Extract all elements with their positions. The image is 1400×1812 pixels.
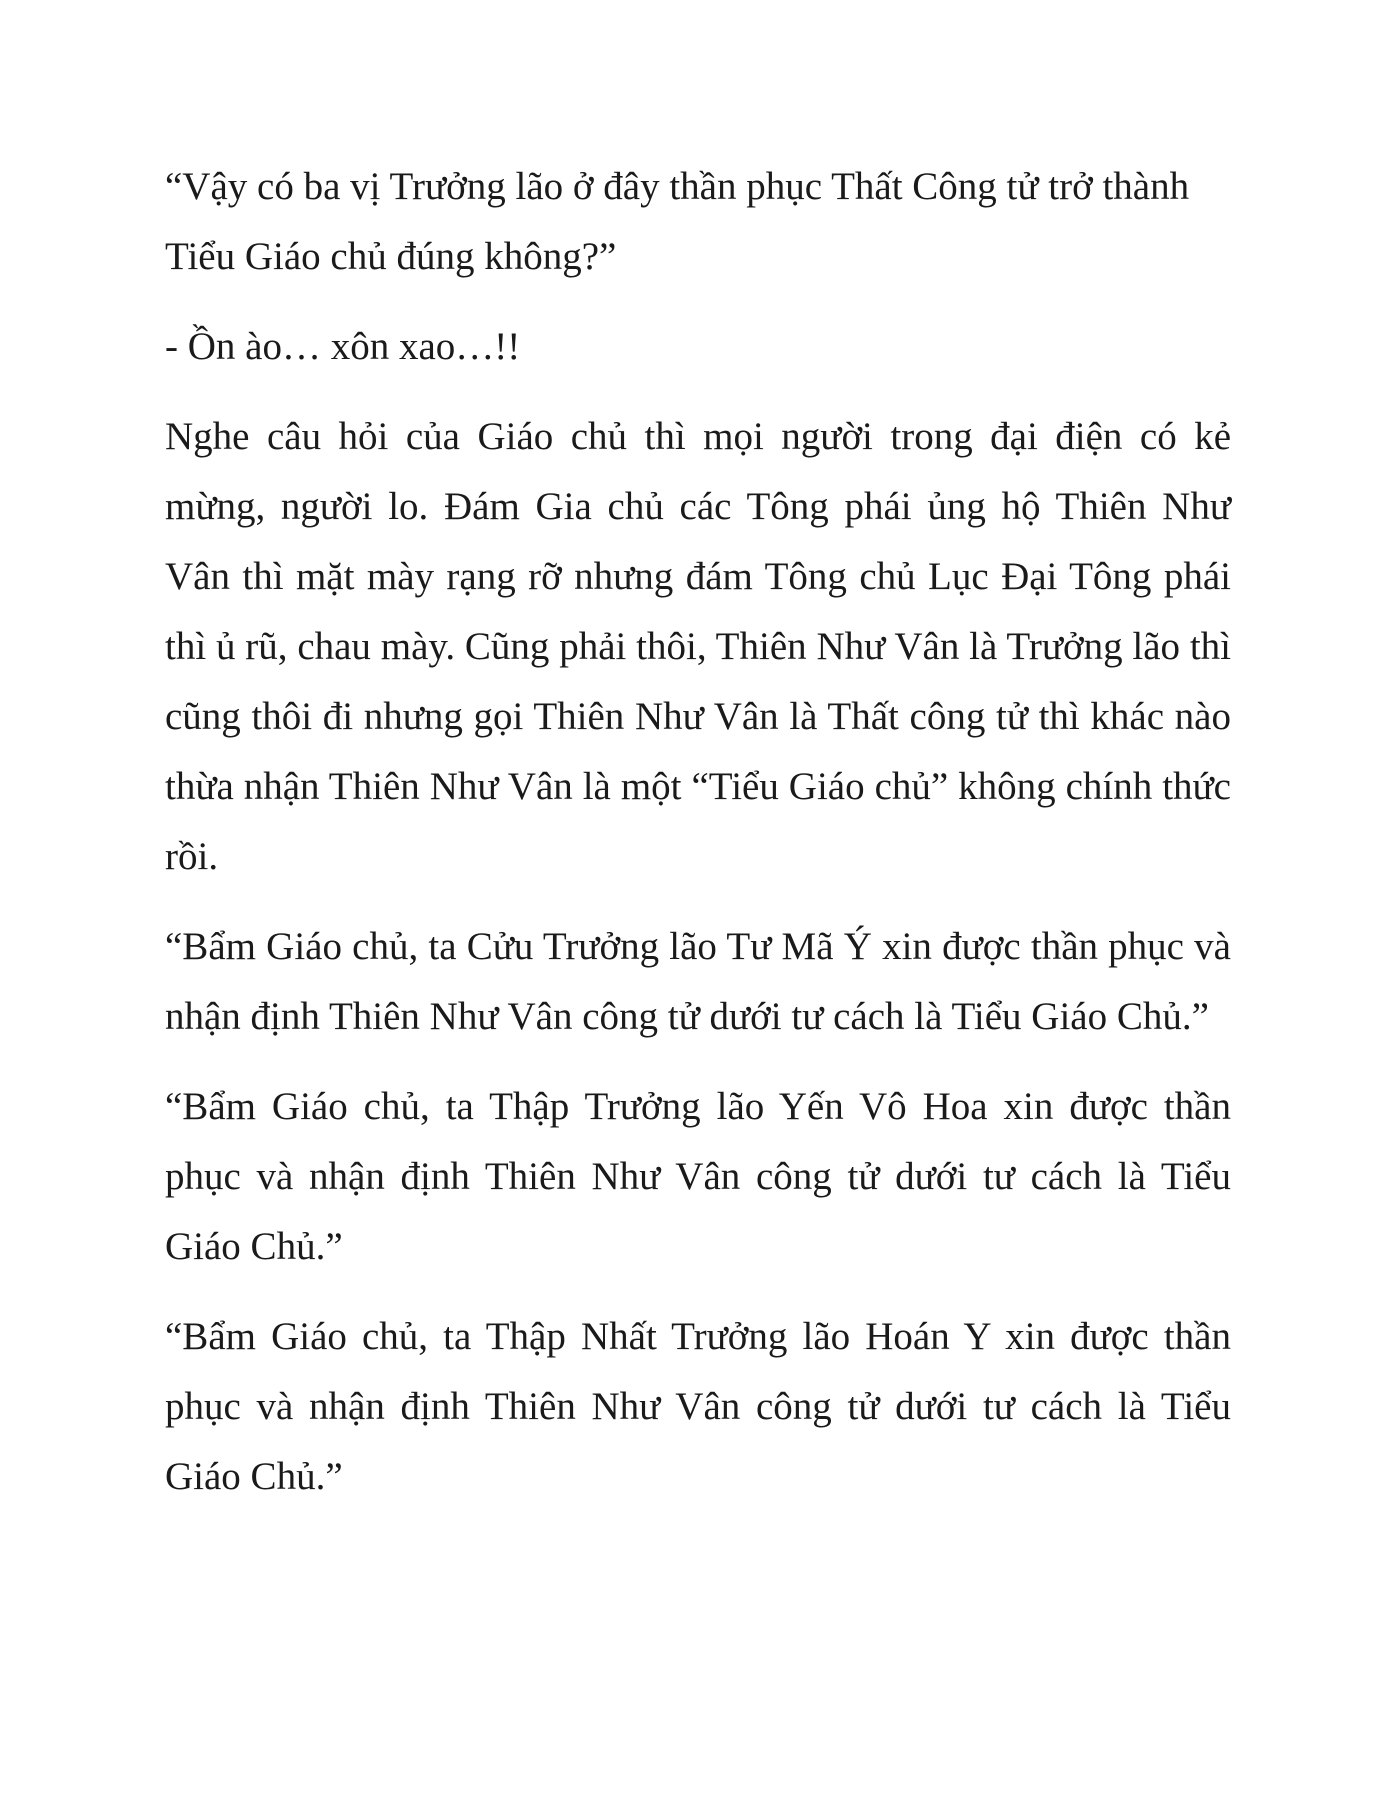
paragraph: “Bẩm Giáo chủ, ta Cửu Trưởng lão Tư Mã Ý xin được thần phục và nhận định Thiên Như Vân công tử dưới tư cách là Tiểu Giáo Chủ.” <box>165 925 1231 1038</box>
paragraph: “Vậy có ba vị Trưởng lão ở đây thần phục Thất Công tử trở thành Tiểu Giáo chủ đúng không?” <box>165 165 1190 278</box>
paragraph: Nghe câu hỏi của Giáo chủ thì mọi người trong đại điện có kẻ mừng, người lo. Đám Gia chủ các Tông phái ủng hộ Thiên Như Vân thì mặt mày rạng rỡ nhưng đám Tông chủ Lục Đại Tông phái thì ủ rũ, chau mày. Cũng phải thôi, Thiên Như Vân là Trưởng lão thì cũng thôi đi nhưng gọi Thiên Như Vân là Thất công tử thì khác nào thừa nhận Thiên Như Vân là một “Tiểu Giáo chủ” không chính thức rồi. <box>165 415 1231 878</box>
document-body <box>165 152 1231 1532</box>
paragraph: “Bẩm Giáo chủ, ta Thập Nhất Trưởng lão Hoán Y xin được thần phục và nhận định Thiên Như Vân công tử dưới tư cách là Tiểu Giáo Chủ.” <box>165 1315 1231 1498</box>
paragraph: - Ồn ào… xôn xao…!! <box>165 325 521 368</box>
paragraph: “Bẩm Giáo chủ, ta Thập Trưởng lão Yến Vô Hoa xin được thần phục và nhận định Thiên Như Vân công tử dưới tư cách là Tiểu Giáo Chủ.” <box>165 1085 1231 1268</box>
